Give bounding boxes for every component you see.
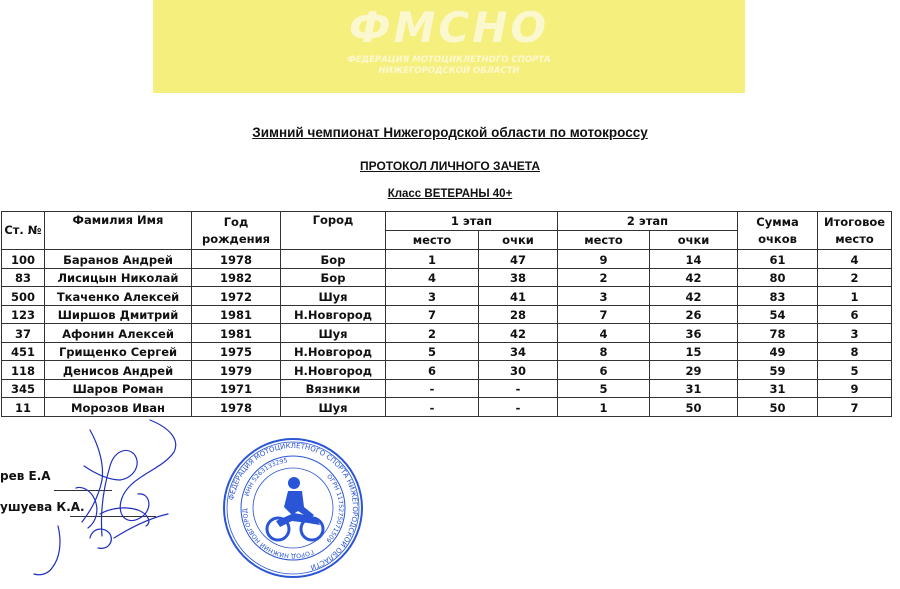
cell-start-no: 37: [2, 324, 45, 343]
cell-city: Н.Новгород: [281, 305, 386, 324]
cell-birth-year: 1971: [192, 379, 281, 398]
header-stage1-place: место: [386, 231, 479, 250]
cell-stage2-place: 6: [558, 361, 650, 380]
cell-stage1-points: -: [479, 379, 558, 398]
cell-stage1-place: 7: [386, 305, 479, 324]
official-2-name: ушуева К.А.: [0, 500, 85, 514]
cell-stage1-place: 4: [386, 268, 479, 287]
cell-city: Шуя: [281, 398, 386, 417]
table-row: [2, 342, 892, 361]
cell-final-place: 1: [818, 287, 892, 306]
cell-birth-year: 1972: [192, 287, 281, 306]
cell-stage1-points: 47: [479, 250, 558, 269]
header-stage2: 2 этап: [558, 212, 738, 231]
header-birth-year: Год рождения: [192, 212, 281, 250]
cell-stage2-points: 31: [650, 379, 738, 398]
cell-stage1-place: 1: [386, 250, 479, 269]
cell-sum: 49: [738, 342, 818, 361]
header-sum: Сумма очков: [738, 212, 818, 250]
cell-birth-year: 1975: [192, 342, 281, 361]
cell-sum: 59: [738, 361, 818, 380]
header-city: Город: [281, 212, 386, 250]
cell-stage1-points: 34: [479, 342, 558, 361]
cell-name: Грищенко Сергей: [45, 342, 192, 361]
motorcycle-body-icon: [276, 477, 320, 527]
cell-city: Бор: [281, 250, 386, 269]
table-row: [2, 398, 892, 417]
protocol-title: ПРОТОКОЛ ЛИЧНОГО ЗАЧЕТА: [359, 159, 541, 173]
cell-stage2-points: 36: [650, 324, 738, 343]
logo-subtitle-line2: НИЖЕГОРОДСКОЙ ОБЛАСТИ: [378, 66, 520, 76]
class-title: Класс ВЕТЕРАНЫ 40+: [387, 188, 513, 200]
table-row: [2, 287, 892, 306]
header-final-place: Итоговое место: [818, 212, 892, 250]
cell-sum: 31: [738, 379, 818, 398]
cell-sum: 61: [738, 250, 818, 269]
table-row: [2, 379, 892, 398]
cell-stage2-points: 15: [650, 342, 738, 361]
stamp-inn: ИНН 5263133295: [243, 457, 289, 498]
cell-stage2-place: 8: [558, 342, 650, 361]
cell-final-place: 9: [818, 379, 892, 398]
cell-sum: 50: [738, 398, 818, 417]
cell-stage1-place: 3: [386, 287, 479, 306]
cell-stage1-points: 38: [479, 268, 558, 287]
cell-final-place: 7: [818, 398, 892, 417]
cell-birth-year: 1978: [192, 250, 281, 269]
cell-name: Ткаченко Алексей: [45, 287, 192, 306]
cell-stage2-place: 4: [558, 324, 650, 343]
cell-start-no: 118: [2, 361, 45, 380]
cell-name: Афонин Алексей: [45, 324, 192, 343]
logo-banner: [153, 0, 745, 93]
cell-stage2-place: 2: [558, 268, 650, 287]
stamp-city: ГОРОД НИЖНИЙ НОВГОРОД: [241, 508, 315, 560]
cell-sum: 83: [738, 287, 818, 306]
cell-stage1-place: -: [386, 398, 479, 417]
table-row: [2, 250, 892, 269]
stamp-outer-text: ФЕДЕРАЦИЯ МОТОЦИКЛЕТНОГО СПОРТА НИЖЕГОРОДСКОЙ ОБЛАСТИ: [227, 441, 360, 572]
document-title: Зимний чемпионат Нижегородской области по мотокроссу: [252, 125, 648, 140]
cell-name: Ширшов Дмитрий: [45, 305, 192, 324]
cell-city: Н.Новгород: [281, 361, 386, 380]
cell-stage2-place: 1: [558, 398, 650, 417]
official-1-name: рев Е.А: [0, 469, 51, 483]
table-row: [2, 268, 892, 287]
cell-city: Бор: [281, 268, 386, 287]
cell-final-place: 8: [818, 342, 892, 361]
cell-stage2-place: 7: [558, 305, 650, 324]
cell-stage1-place: 5: [386, 342, 479, 361]
cell-stage2-points: 42: [650, 287, 738, 306]
header-stage1: 1 этап: [386, 212, 558, 231]
cell-city: Шуя: [281, 287, 386, 306]
cell-stage1-points: 28: [479, 305, 558, 324]
header-stage2-place: место: [558, 231, 650, 250]
table-row: [2, 361, 892, 380]
cell-stage1-place: -: [386, 379, 479, 398]
handwritten-signature: [30, 418, 200, 578]
cell-stage1-points: 42: [479, 324, 558, 343]
cell-stage1-place: 6: [386, 361, 479, 380]
cell-final-place: 4: [818, 250, 892, 269]
cell-final-place: 2: [818, 268, 892, 287]
cell-sum: 78: [738, 324, 818, 343]
cell-city: Шуя: [281, 324, 386, 343]
cell-stage2-points: 26: [650, 305, 738, 324]
cell-birth-year: 1978: [192, 398, 281, 417]
header-name: Фамилия Имя: [45, 212, 192, 250]
cell-name: Денисов Андрей: [45, 361, 192, 380]
cell-stage2-points: 14: [650, 250, 738, 269]
header-start-no: Ст. №: [2, 212, 45, 250]
cell-final-place: 6: [818, 305, 892, 324]
header-stage1-points: очки: [479, 231, 558, 250]
results-table: [1, 211, 892, 417]
logo-text: ФМСНО: [348, 3, 550, 52]
cell-name: Баранов Андрей: [45, 250, 192, 269]
stamp-ogrn: ОГРН 1175275071509: [324, 473, 345, 544]
cell-city: Н.Новгород: [281, 342, 386, 361]
cell-start-no: 500: [2, 287, 45, 306]
cell-start-no: 123: [2, 305, 45, 324]
cell-stage2-points: 50: [650, 398, 738, 417]
cell-city: Вязники: [281, 379, 386, 398]
cell-stage2-place: 9: [558, 250, 650, 269]
cell-birth-year: 1982: [192, 268, 281, 287]
cell-stage2-place: 5: [558, 379, 650, 398]
cell-stage1-points: 30: [479, 361, 558, 380]
cell-birth-year: 1979: [192, 361, 281, 380]
header-stage2-points: очки: [650, 231, 738, 250]
organization-stamp: [222, 437, 364, 579]
cell-birth-year: 1981: [192, 305, 281, 324]
table-row: [2, 305, 892, 324]
cell-sum: 80: [738, 268, 818, 287]
cell-stage1-points: 41: [479, 287, 558, 306]
cell-final-place: 5: [818, 361, 892, 380]
cell-stage2-points: 42: [650, 268, 738, 287]
cell-start-no: 100: [2, 250, 45, 269]
cell-name: Морозов Иван: [45, 398, 192, 417]
cell-name: Лисицын Николай: [45, 268, 192, 287]
cell-final-place: 3: [818, 324, 892, 343]
table-row: [2, 324, 892, 343]
cell-stage1-points: -: [479, 398, 558, 417]
cell-sum: 54: [738, 305, 818, 324]
cell-stage1-place: 2: [386, 324, 479, 343]
cell-start-no: 11: [2, 398, 45, 417]
cell-start-no: 83: [2, 268, 45, 287]
cell-birth-year: 1981: [192, 324, 281, 343]
logo-subtitle-line1: ФЕДЕРАЦИЯ МОТОЦИКЛЕТНОГО СПОРТА: [347, 55, 551, 65]
cell-name: Шаров Роман: [45, 379, 192, 398]
cell-start-no: 345: [2, 379, 45, 398]
cell-start-no: 451: [2, 342, 45, 361]
cell-stage2-place: 3: [558, 287, 650, 306]
cell-stage2-points: 29: [650, 361, 738, 380]
